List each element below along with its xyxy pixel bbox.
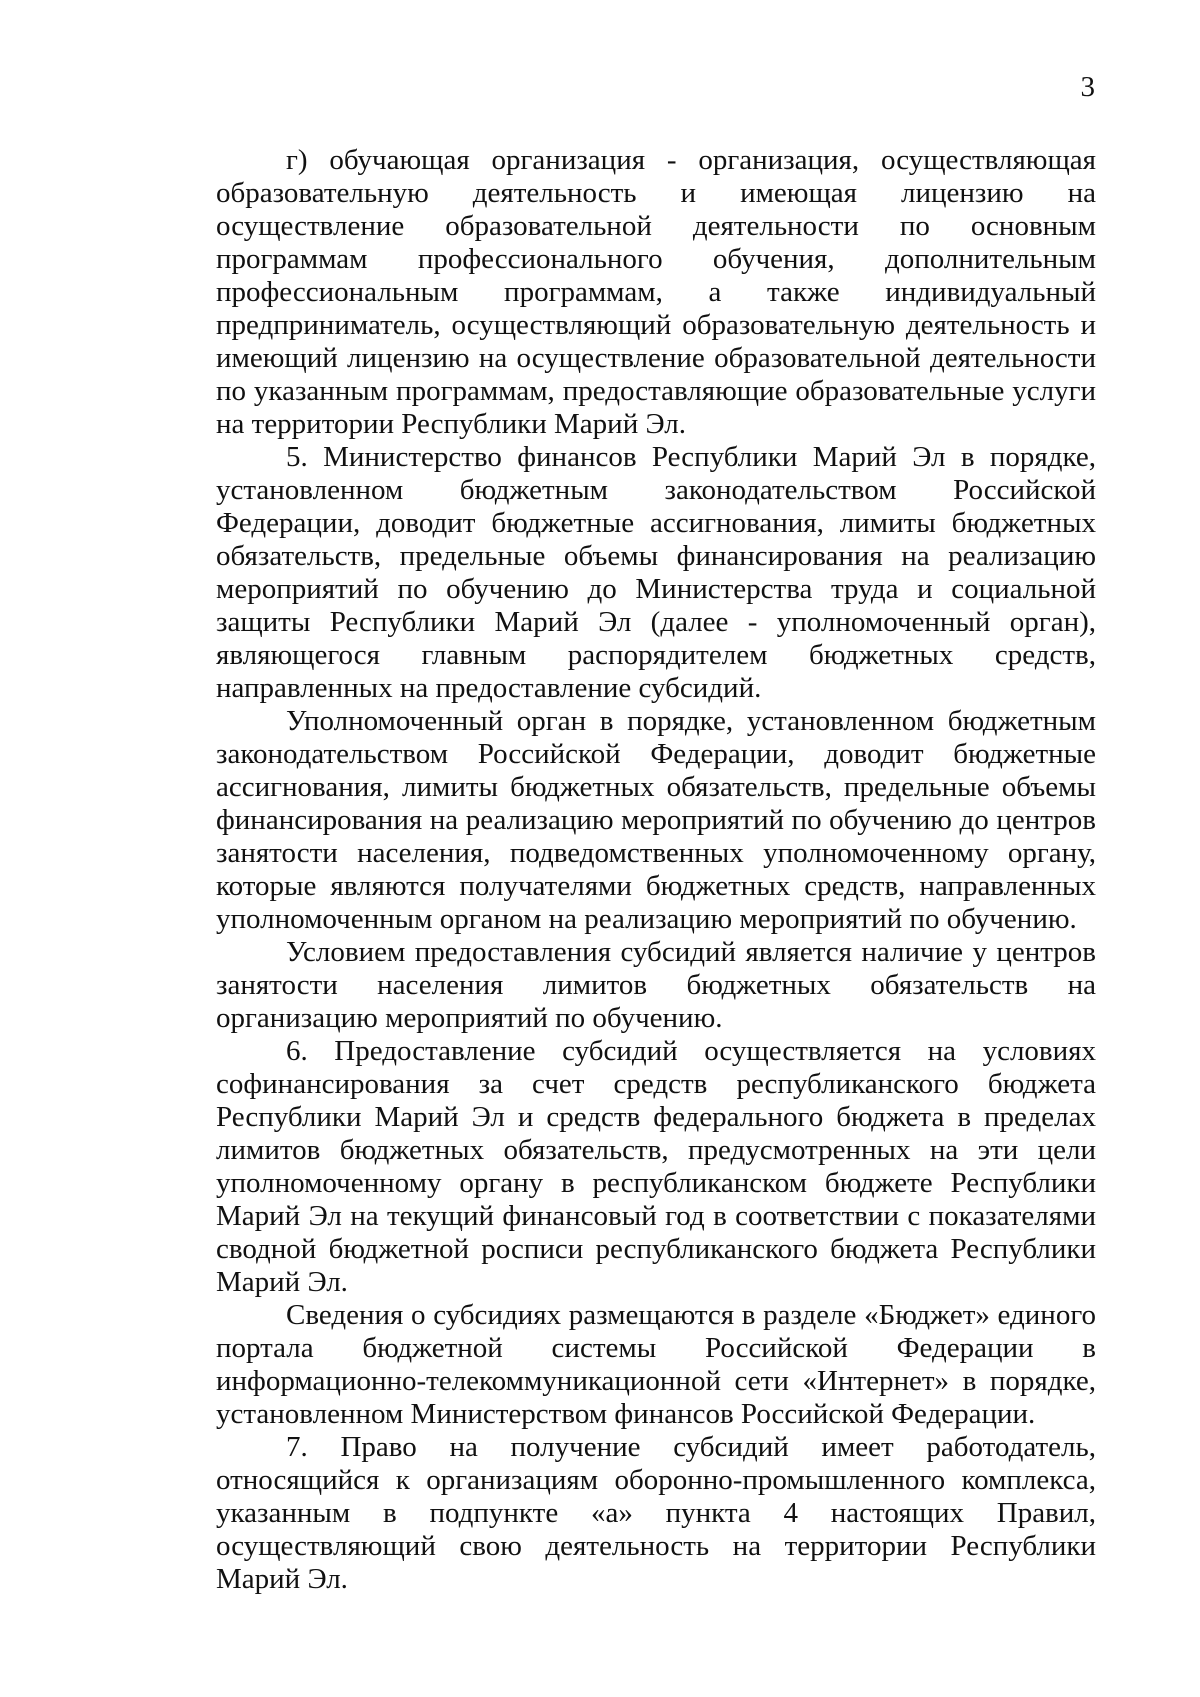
paragraph-training-organization: г) обучающая организация - организация, осуществляющая образовательную деятельность и имеющая лицензию на осуществление образовательной деятельности по основным программам профессионального обучения, дополнительным профессиональным программам, а также индивидуальный предприниматель, осуществляющий образовательную деятельность и имеющий лицензию на осуществление образовательной деятельности по указанным программам, предоставляющие образовательные услуги на территории Республики Марий Эл. <box>216 144 1096 440</box>
paragraph-subsidy-condition: Условием предоставления субсидий является наличие у центров занятости населения лимитов бюджетных обязательств на организацию мероприятий по обучению. <box>216 936 1096 1034</box>
paragraph-authorized-body: Уполномоченный орган в порядке, установленном бюджетным законодательством Российской Федерации, доводит бюджетные ассигнования, лимиты бюджетных обязательств, предельные объемы финансирования на реализацию мероприятий по обучению до центров занятости населения, подведомственных уполномоченному органу, которые являются получателями бюджетных средств, направленных уполномоченным органом на реализацию мероприятий по обучению. <box>216 705 1096 935</box>
paragraph-item-6: 6. Предоставление субсидий осуществляется на условиях софинансирования за счет средств республиканского бюджета Республики Марий Эл и средств федерального бюджета в пределах лимитов бюджетных обязательств, предусмотренных на эти цели уполномоченному органу в республиканском бюджете Республики Марий Эл на текущий финансовый год в соответствии с показателями сводной бюджетной росписи республиканского бюджета Республики Марий Эл. <box>216 1035 1096 1298</box>
document-body <box>216 144 1096 1596</box>
page-number: 3 <box>1080 71 1095 103</box>
paragraph-subsidy-info: Сведения о субсидиях размещаются в разделе «Бюджет» единого портала бюджетной системы Российской Федерации в информационно-телекоммуникационной сети «Интернет» в порядке, установленном Министерством финансов Российской Федерации. <box>216 1299 1096 1430</box>
paragraph-item-5: 5. Министерство финансов Республики Марий Эл в порядке, установленном бюджетным законодательством Российской Федерации, доводит бюджетные ассигнования, лимиты бюджетных обязательств, предельные объемы финансирования на реализацию мероприятий по обучению до Министерства труда и социальной защиты Республики Марий Эл (далее - уполномоченный орган), являющегося главным распорядителем бюджетных средств, направленных на предоставление субсидий. <box>216 441 1096 704</box>
paragraph-item-7: 7. Право на получение субсидий имеет работодатель, относящийся к организациям оборонно-промышленного комплекса, указанным в подпункте «а» пункта 4 настоящих Правил, осуществляющий свою деятельность на территории Республики Марий Эл. <box>216 1431 1096 1595</box>
